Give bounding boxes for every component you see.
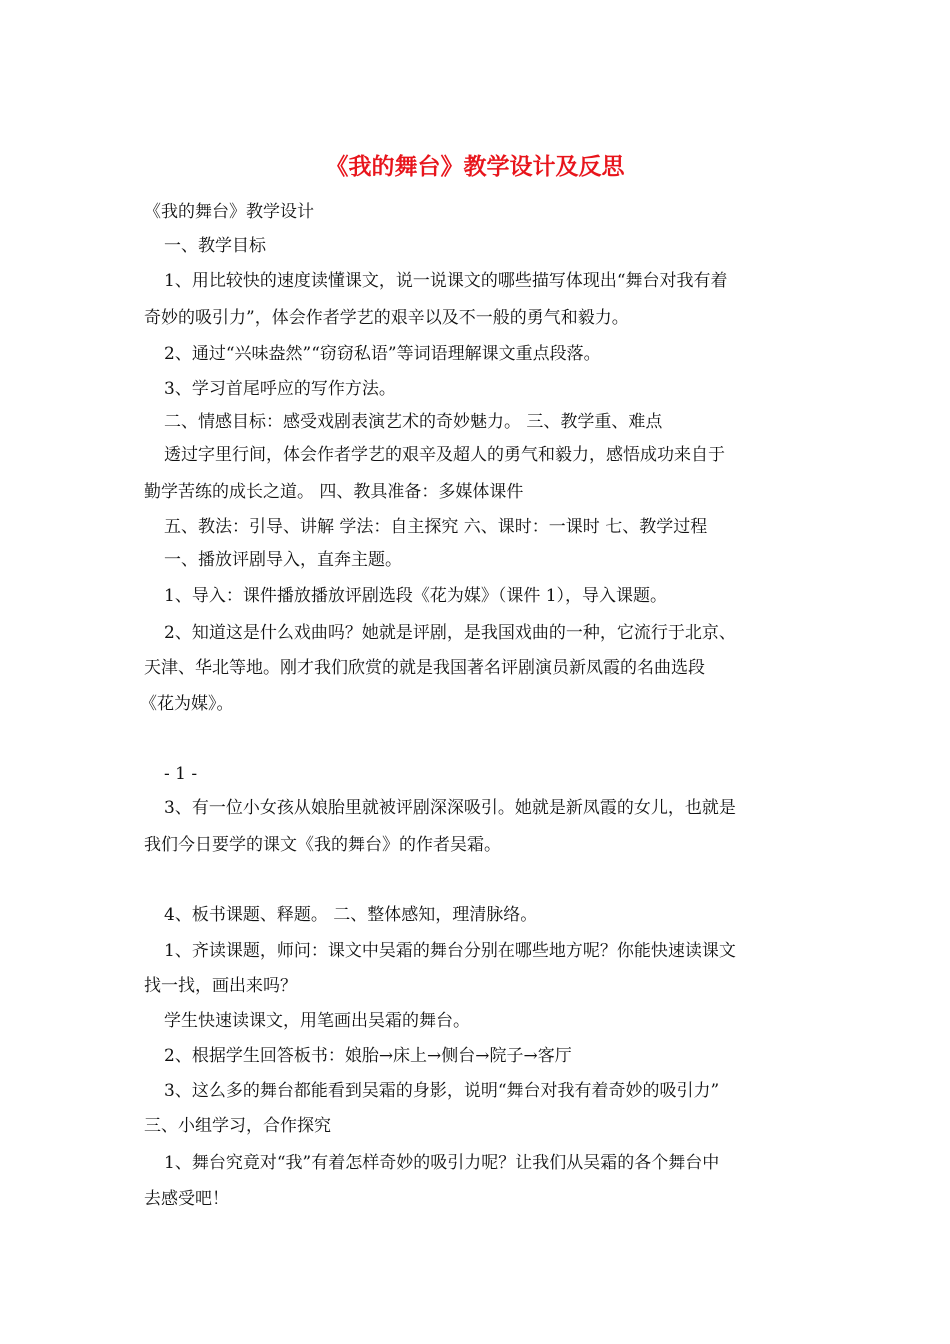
text-line: 3、有一位小女孩从娘胎里就被评剧深深吸引。她就是新凤霞的女儿，也就是 xyxy=(164,798,736,818)
text-line: 一、播放评剧导入，直奔主题。 xyxy=(164,550,402,570)
text-line: 1、用比较快的速度读懂课文，说一说课文的哪些描写体现出“舞台对我有着 xyxy=(164,271,728,291)
text-line: 2、通过“兴味盎然”“窃窃私语”等词语理解课文重点段落。 xyxy=(164,344,601,364)
text-line: 学生快速读课文，用笔画出吴霜的舞台。 xyxy=(164,1011,470,1031)
text-line: 去感受吧！ xyxy=(144,1189,229,1209)
text-line: 天津、华北等地。刚才我们欣赏的就是我国著名评剧演员新凤霞的名曲选段 xyxy=(144,658,705,678)
text-line: 1、齐读课题，师问：课文中吴霜的舞台分别在哪些地方呢？你能快速读课文 xyxy=(164,941,736,961)
text-line: 找一找，画出来吗？ xyxy=(144,976,297,996)
text-line: 勤学苦练的成长之道。 四、教具准备：多媒体课件 xyxy=(144,482,524,502)
text-line: 1、舞台究竟对“我”有着怎样奇妙的吸引力呢？让我们从吴霜的各个舞台中 xyxy=(164,1153,720,1173)
document-title: 《我的舞台》教学设计及反思 xyxy=(325,153,625,180)
text-line: 3、学习首尾呼应的写作方法。 xyxy=(164,379,396,399)
text-line: 我们今日要学的课文《我的舞台》的作者吴霜。 xyxy=(144,835,501,855)
text-line: 1、导入：课件播放播放评剧选段《花为媒》（课件 1），导入课题。 xyxy=(164,586,668,606)
text-line: 《花为媒》。 xyxy=(140,694,234,714)
text-line: 五、教法：引导、讲解 学法：自主探究 六、课时：一课时 七、教学过程 xyxy=(164,517,708,537)
text-line: 奇妙的吸引力”，体会作者学艺的艰辛以及不一般的勇气和毅力。 xyxy=(144,308,629,328)
text-line: 《我的舞台》教学设计 xyxy=(144,202,314,222)
text-line: 2、知道这是什么戏曲吗？她就是评剧，是我国戏曲的一种，它流行于北京、 xyxy=(164,623,736,643)
text-line: 3、这么多的舞台都能看到吴霜的身影，说明“舞台对我有着奇妙的吸引力” xyxy=(164,1081,720,1101)
text-line: 一、教学目标 xyxy=(164,236,266,256)
text-line: 透过字里行间，体会作者学艺的艰辛及超人的勇气和毅力，感悟成功来自于 xyxy=(164,445,725,465)
text-line: 4、板书课题、释题。 二、整体感知，理清脉络。 xyxy=(164,905,538,925)
text-line: 2、根据学生回答板书：娘胎→床上→侧台→院子→客厅 xyxy=(164,1046,572,1066)
text-line: 三、小组学习，合作探究 xyxy=(144,1116,331,1136)
text-line: 二、情感目标：感受戏剧表演艺术的奇妙魅力。 三、教学重、难点 xyxy=(164,412,663,432)
page-number: - 1 - xyxy=(164,764,198,784)
